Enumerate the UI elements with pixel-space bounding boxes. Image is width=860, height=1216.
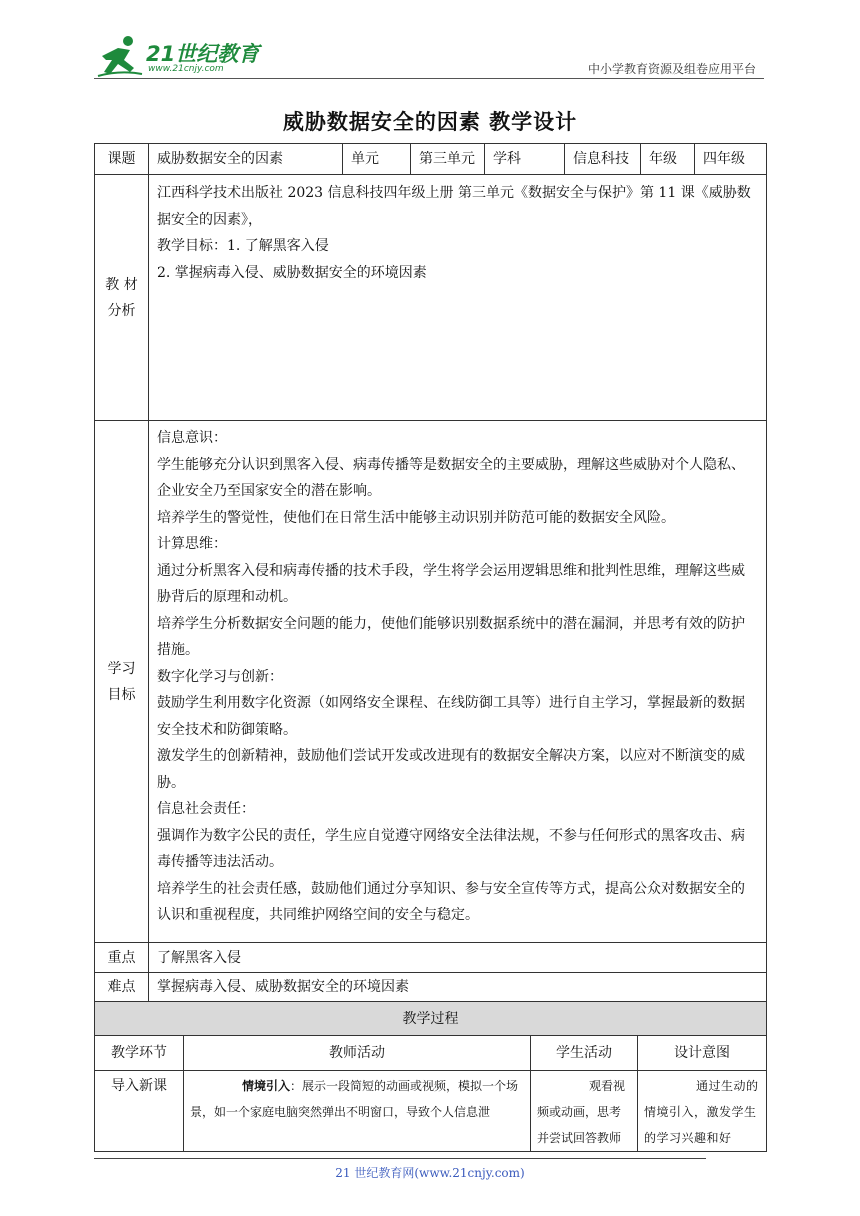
material-line: 江西科学技术出版社 2023 信息科技四年级上册 第三单元《数据安全与保护》第 11 课《威胁数据安全的因素》， xyxy=(157,185,751,228)
objective-line: 培养学生的社会责任感，鼓励他们通过分享知识、参与安全宣传等方式，提高公众对数据安全的认识和重视程度，共同维护网络空间的安全与稳定。 xyxy=(157,880,745,923)
objective-line: 学生能够充分认识到黑客入侵、病毒传播等是数据安全的主要威胁，理解这些威胁对个人隐私、企业安全乃至国家安全的潜在影响。 xyxy=(157,456,745,499)
stage-cell: 导入新课 xyxy=(95,1071,184,1152)
footer-divider xyxy=(94,1158,706,1159)
design-intent-cell xyxy=(638,1071,767,1152)
objective-heading: 信息意识： xyxy=(157,430,227,446)
objectives-label-line2: 目标 xyxy=(107,686,136,703)
difficulty-value: 掌握病毒入侵、威胁数据安全的环境因素 xyxy=(149,973,767,1002)
site-logo[interactable] xyxy=(96,34,266,78)
teacher-activity-cell xyxy=(184,1071,531,1152)
material-row xyxy=(95,175,767,421)
grade-label: 年级 xyxy=(641,144,695,175)
process-title: 教学过程 xyxy=(95,1002,767,1036)
student-activity-text: 观看视频或动画，思考并尝试回答教师 xyxy=(537,1079,626,1145)
material-label-line1: 教 材 xyxy=(105,276,138,293)
subject-value: 信息科技 xyxy=(565,144,641,175)
objectives-content xyxy=(149,421,767,943)
column-header: 学生活动 xyxy=(531,1036,638,1071)
key-point-value: 了解黑客入侵 xyxy=(149,943,767,973)
platform-name: 中小学教育资源及组卷应用平台 xyxy=(587,62,756,76)
design-intent-text: 通过生动的情境引入，激发学生的学习兴趣和好 xyxy=(644,1079,759,1145)
material-label xyxy=(95,175,149,421)
column-header: 设计意图 xyxy=(638,1036,767,1071)
material-line: 2. 掌握病毒入侵、威胁数据安全的环境因素 xyxy=(157,264,427,281)
objective-heading: 信息社会责任： xyxy=(157,801,255,817)
difficulty-label: 难点 xyxy=(95,973,149,1002)
process-title-row xyxy=(95,1002,767,1036)
header-divider xyxy=(94,78,764,79)
unit-label: 单元 xyxy=(343,144,411,175)
course-value: 威胁数据安全的因素 xyxy=(149,144,343,175)
key-point-row xyxy=(95,943,767,973)
lesson-plan-table xyxy=(94,143,767,1002)
objective-line: 强调作为数字公民的责任，学生应自觉遵守网络安全法律法规，不参与任何形式的黑客攻击、病毒传播等违法活动。 xyxy=(157,827,745,870)
material-label-line2: 分析 xyxy=(107,302,136,319)
grade-value: 四年级 xyxy=(695,144,767,175)
objective-line: 培养学生分析数据安全问题的能力，使他们能够识别数据系统中的潜在漏洞，并思考有效的防护措施。 xyxy=(157,615,745,658)
teaching-process-table xyxy=(94,1001,767,1152)
column-header: 教学环节 xyxy=(95,1036,184,1071)
logo-text: 21世纪教育 xyxy=(146,42,260,66)
unit-value: 第三单元 xyxy=(411,144,485,175)
subject-label: 学科 xyxy=(485,144,565,175)
objectives-label xyxy=(95,421,149,943)
objective-line: 培养学生的警觉性，使他们在日常生活中能够主动识别并防范可能的数据安全风险。 xyxy=(157,509,675,526)
logo-url: www.21cnjy.com xyxy=(148,64,224,74)
key-point-label: 重点 xyxy=(95,943,149,973)
teacher-activity-text: ：展示一段简短的动画或视频，模拟一个场景，如一个家庭电脑突然弹出不明窗口，导致个人信息泄 xyxy=(190,1079,519,1119)
objective-heading: 计算思维： xyxy=(157,536,227,552)
teacher-activity-bold: 情境引入 xyxy=(242,1079,291,1093)
objectives-label-line1: 学习 xyxy=(107,660,136,677)
process-header-row xyxy=(95,1036,767,1071)
objective-line: 通过分析黑客入侵和病毒传播的技术手段，学生将学会运用逻辑思维和批判性思维，理解这些威胁背后的原理和动机。 xyxy=(157,562,745,605)
column-header: 教师活动 xyxy=(184,1036,531,1071)
objective-line: 激发学生的创新精神，鼓励他们尝试开发或改进现有的数据安全解决方案，以应对不断演变的威胁。 xyxy=(157,748,745,791)
course-label: 课题 xyxy=(95,144,149,175)
process-row xyxy=(95,1071,767,1152)
material-line: 教学目标：1. 了解黑客入侵 xyxy=(157,238,329,254)
material-content xyxy=(149,175,767,421)
document-title: 威胁数据安全的因素 教学设计 xyxy=(282,110,578,134)
difficulty-row xyxy=(95,973,767,1002)
runner-icon xyxy=(96,34,144,78)
objective-heading: 数字化学习与创新： xyxy=(157,668,283,685)
info-row xyxy=(95,144,767,175)
footer-text[interactable]: 21 世纪教育网(www.21cnjy.com) xyxy=(335,1166,525,1180)
objectives-row xyxy=(95,421,767,943)
objective-line: 鼓励学生利用数字化资源（如网络安全课程、在线防御工具等）进行自主学习，掌握最新的数据安全技术和防御策略。 xyxy=(157,695,745,738)
page-header xyxy=(0,0,860,90)
student-activity-cell xyxy=(531,1071,638,1152)
